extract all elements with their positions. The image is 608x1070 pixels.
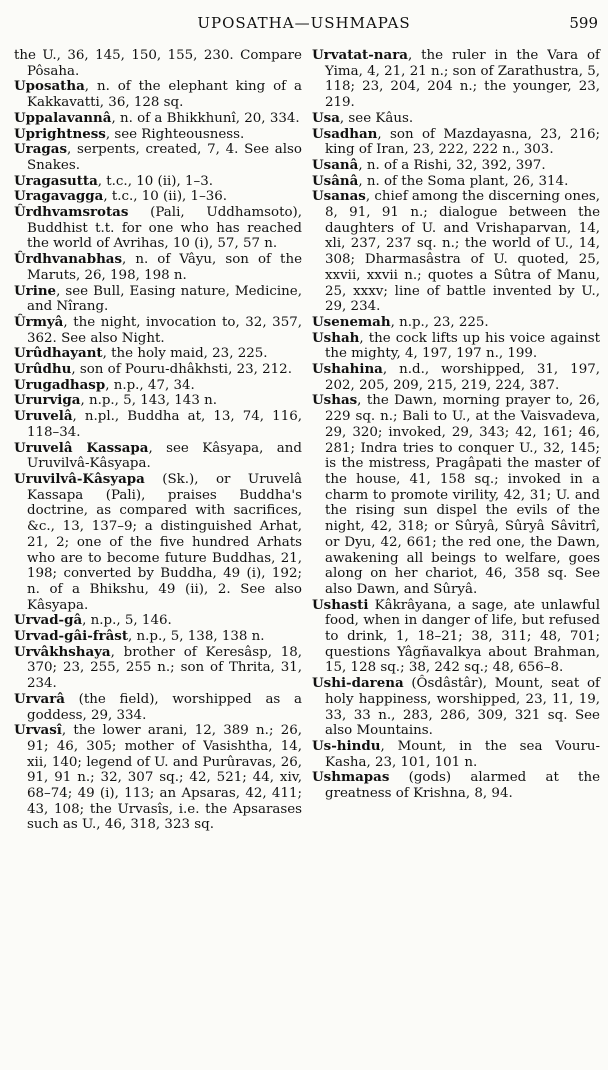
entry-text: the U., 36, 145, 150, 155, 230. Compare Pôsaha. — [14, 48, 302, 79]
index-entry — [312, 739, 600, 770]
index-entry — [14, 629, 302, 645]
entry-text: , the Dawn, morning prayer to, 26, 229 sq. n.; Bali to U., at the Vaisvadeva, 29, 320; invoked, 29, 343; 42, 161; 46, 281; Indra tries to conquer U., 32, 145; is the mistress, Pragâpati the master of the house, 41, 158 sq.; invoked in a charm to promote virility, 42, 31; U. and the rising sun dispel the evils of the night, 42, 318; or Sûryâ, Sûryâ Sâvitrî, or Dyu, 42, 661; the red one, the Dawn, awakening all beings to welfare, goes along on her chariot, 46, 358 sq. See also Dawn, and Sûryâ. — [325, 393, 600, 597]
entry-headword: Urvasî — [14, 722, 62, 739]
entry-headword: Ushahina — [312, 361, 383, 378]
entry-text: , son of Pouru-dhâkhsti, 23, 212. — [71, 362, 292, 378]
index-entry — [14, 472, 302, 613]
entry-text: , serpents, created, 7, 4. See also Snakes. — [27, 142, 302, 173]
entry-headword: Usenemah — [312, 313, 391, 330]
entry-headword: Ushas — [312, 392, 358, 409]
index-entry — [14, 174, 302, 190]
index-entry — [14, 613, 302, 629]
entry-text: , n.pl., Buddha at, 13, 74, 116, 118–34. — [27, 409, 302, 440]
entry-text: , t.c., 10 (ii), 1–36. — [103, 189, 228, 205]
entry-text: , the lower arani, 12, 389 n.; 26, 91; 46, 305; mother of Vasishtha, 14, xii, 140; legend of U. and Purûravas, 26, 91, 91 n.; 32, 307 sq.; 42, 521; 44, xiv, 68–74; 49 (i), 113; an Apsaras, 42, 411; 43, 108; the Urvasîs, i.e. the Apsarases such as U., 46, 318, 323 sq. — [27, 723, 302, 833]
page-header — [0, 14, 608, 36]
entry-text: , n.d., worshipped, 31, 197, 202, 205, 209, 215, 219, 224, 387. — [325, 362, 600, 393]
right-column — [312, 48, 600, 833]
entry-text: , see Kâus. — [339, 110, 414, 126]
entry-headword: Ushasti — [312, 596, 369, 613]
entry-text: , n.p., 5, 138, 138 n. — [128, 629, 265, 645]
index-entry — [14, 409, 302, 440]
index-entry — [14, 441, 302, 472]
index-entry — [14, 142, 302, 173]
entry-headword: Usa — [312, 109, 340, 126]
index-entry — [14, 284, 302, 315]
entry-text: Kâkrâyana, a sage, ate unlawful food, when in danger of life, but refused to drink, 1, 18–21; 38, 311; 48, 701; questions Yâgñavalkya about Brahman, 15, 128 sq.; 38, 242 sq.; 48, 656–8. — [325, 597, 600, 676]
index-entry — [14, 48, 302, 79]
index-entry — [14, 362, 302, 378]
index-entry — [312, 362, 600, 393]
index-entry — [14, 645, 302, 692]
index-entry — [14, 111, 302, 127]
entry-text: , the night, invocation to, 32, 357, 362. See also Night. — [27, 314, 302, 346]
entry-text: (the field), worshipped as a goddess, 29, 334. — [27, 691, 302, 723]
entry-headword: Urvad-gâ — [14, 612, 83, 629]
entry-headword: Usanas — [312, 188, 366, 205]
running-title: UPOSATHA—USHMAPAS — [197, 14, 411, 32]
entry-text: , see Righteousness. — [105, 126, 245, 142]
entry-headword: Ushmapas — [312, 769, 390, 786]
index-entry — [312, 331, 600, 362]
entry-headword: Ûrdhvanabhas — [14, 251, 123, 268]
left-column — [14, 48, 302, 833]
index-entry — [312, 770, 600, 801]
entry-text: (Ôsdâstâr), Mount, seat of holy happiness, worshipped, 23, 11, 19, 33, 33 n., 283, 286, 309, 321 sq. See also Mountains. — [325, 676, 600, 739]
entry-text: , n. of a Bhikkhunî, 20, 334. — [111, 110, 300, 126]
entry-text: , Mount, in the sea Vouru-Kasha, 23, 101, 101 n. — [325, 738, 600, 770]
entry-text: , n.p., 5, 146. — [82, 613, 172, 629]
entry-text: , the ruler in the Vara of Yima, 4, 21, 21 n.; son of Zarathustra, 5, 118; 23, 204, 204 n.; the younger, 23, 219. — [325, 48, 600, 111]
entry-headword: Uppalavannâ — [14, 109, 112, 126]
index-entry — [14, 252, 302, 283]
entry-text: , n. of the Soma plant, 26, 314. — [358, 173, 569, 189]
index-entry — [14, 723, 302, 833]
entry-headword: Usanâ — [312, 156, 359, 173]
index-entry — [312, 598, 600, 677]
entry-headword: Urine — [14, 282, 57, 299]
entry-headword: Ururviga — [14, 392, 81, 409]
index-entry — [14, 393, 302, 409]
index-entry — [312, 158, 600, 174]
index-entry — [312, 48, 600, 111]
entry-headword: Uruvelâ — [14, 408, 73, 425]
entry-headword: Urvad-gâi-frâst — [14, 628, 129, 645]
entry-text: , n. of the elephant king of a Kakkavatti, 36, 128 sq. — [27, 79, 302, 111]
index-entry — [14, 205, 302, 252]
entry-headword: Uposatha — [14, 78, 85, 95]
entry-text: , see Kâsyapa, and Uruvilvâ-Kâsyapa. — [27, 440, 302, 472]
entry-headword: Urûdhu — [14, 361, 72, 378]
entry-headword: Urvarâ — [14, 690, 65, 707]
index-entry — [14, 79, 302, 110]
entry-text: , n. of a Rishi, 32, 392, 397. — [358, 157, 546, 173]
entry-headword: Ushah — [312, 329, 360, 346]
entry-text: , n.p., 47, 34. — [105, 377, 195, 393]
entry-text: (Sk.), or Uruvelâ Kassapa (Pali), praises Buddha's doctrine, as compared with sacrifices, &c., 13, 137–9; a distinguished Arhat, 21, 2; one of the five hundred Arhats who are to become future Buddhas, 21, 198; converted by Buddha, 49 (i), 192; n. of a Bhikshu, 49 (ii), 2. See also Kâsyapa. — [27, 471, 302, 613]
entry-headword: Urvâkhshaya — [14, 643, 111, 660]
index-entry — [312, 127, 600, 158]
entry-headword: Usânâ — [312, 172, 359, 189]
entry-text: , the holy maid, 23, 225. — [102, 346, 268, 362]
index-entry — [14, 346, 302, 362]
entry-headword: Ûrmyâ — [14, 313, 64, 330]
entry-text: , n.p., 5, 143, 143 n. — [80, 393, 217, 409]
entry-headword: Uruvelâ Kassapa — [14, 439, 149, 456]
entry-headword: Urugadhasp — [14, 376, 106, 393]
entry-headword: Usadhan — [312, 125, 378, 142]
entry-text: , brother of Keresâsp, 18, 370; 23, 255, 255 n.; son of Thrita, 31, 234. — [27, 644, 302, 692]
entry-text: , t.c., 10 (ii), 1–3. — [97, 173, 214, 189]
index-entry — [312, 393, 600, 597]
entry-text: , chief among the discerning ones, 8, 91, 91 n.; dialogue between the daughters of U. and Vrishaparvan, 14, xli, 237, 237 sq. n.; the world of U., 14, 308; Dharmasâstra of U. quoted, 25, xxvii, xxvii n.; quotes a Sûtra of Manu, 25, xxxv; line of battle invented by U., 29, 234. — [325, 189, 600, 315]
index-entry — [14, 127, 302, 143]
entry-headword: Urûdhayant — [14, 345, 103, 362]
index-entry — [312, 189, 600, 315]
entry-text: , n. of Vâyu, son of the Maruts, 26, 198, 198 n. — [27, 252, 302, 283]
index-entry — [312, 111, 600, 127]
entry-text: , son of Mazdayasna, 23, 216; king of Iran, 23, 222, 222 n., 303. — [325, 126, 600, 158]
entry-text: , n.p., 23, 225. — [390, 314, 489, 330]
index-entry — [312, 676, 600, 739]
entry-headword: Ûrdhvamsrotas — [14, 204, 129, 221]
entry-headword: Uprightness — [14, 125, 106, 142]
page-number: 599 — [569, 14, 598, 32]
entry-headword: Uruvilvâ-Kâsyapa — [14, 470, 145, 487]
entry-headword: Uragasutta — [14, 172, 98, 189]
entry-text: (gods) alarmed at the greatness of Krishna, 8, 94. — [325, 770, 600, 802]
entry-text: , the cock lifts up his voice against the mighty, 4, 197, 197 n., 199. — [325, 330, 600, 362]
index-entry — [14, 315, 302, 346]
entry-headword: Uragavagga — [14, 188, 104, 205]
index-entry — [14, 189, 302, 205]
entry-headword: Ushi-darena — [312, 675, 404, 692]
index-columns — [14, 48, 600, 833]
entry-headword: Uragas — [14, 141, 67, 158]
entry-headword: Us-hindu — [312, 737, 381, 754]
index-entry — [14, 692, 302, 723]
entry-text: (Pali, Uddhamsoto), Buddhist t.t. for one who has reached the world of Avrihas, 10 (i), 57, 57 n. — [27, 205, 302, 252]
index-entry — [312, 315, 600, 331]
entry-headword: Urvatat-nara — [312, 47, 408, 63]
index-entry — [14, 378, 302, 394]
entry-text: , see Bull, Easing nature, Medicine, and Nîrang. — [27, 283, 302, 315]
index-entry — [312, 174, 600, 190]
